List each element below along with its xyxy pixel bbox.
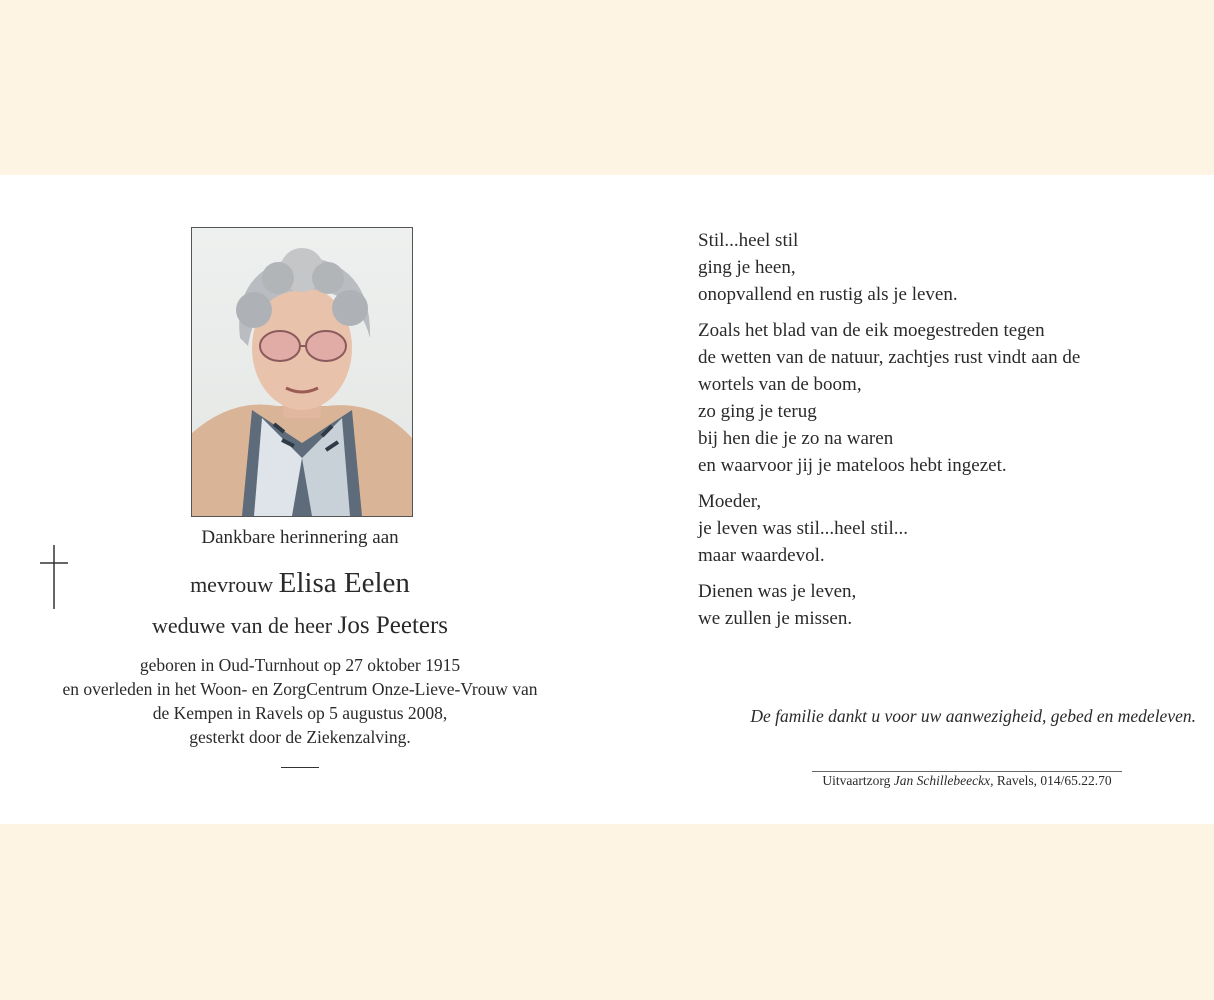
gratitude-heading: Dankbare herinnering aan — [201, 527, 399, 548]
poem-line: Dienen was je leven, — [698, 581, 857, 602]
bio-line: gesterkt door de Ziekenzalving. — [189, 727, 411, 747]
poem-line: Zoals het blad van de eik moegestreden tegen — [698, 320, 1045, 341]
poem-line: zo ging je terug — [698, 401, 817, 422]
poem-line: Stil...heel stil — [698, 230, 799, 251]
family-thanks: De familie dankt u voor uw aanwezigheid, gebed en medeleven. — [750, 706, 1196, 726]
poem-line: wortels van de boom, — [698, 374, 862, 395]
divider — [281, 767, 319, 768]
poem — [698, 227, 1198, 641]
poem-line: we zullen je missen. — [698, 608, 853, 629]
biography — [20, 653, 580, 749]
poem-line: bij hen die je zo na waren — [698, 428, 894, 449]
deceased-name — [20, 567, 580, 600]
poem-stanza — [698, 578, 1198, 632]
undertaker-prefix: Uitvaartzorg — [822, 773, 891, 788]
widow-prefix: weduwe van de heer — [151, 613, 333, 638]
poem-line: onopvallend en rustig als je leven. — [698, 284, 958, 305]
bio-line: geboren in Oud-Turnhout op 27 oktober 1915 — [139, 655, 461, 675]
portrait-photo — [191, 227, 413, 517]
poem-line: je leven was stil...heel stil... — [698, 518, 909, 539]
poem-line: ging je heen, — [698, 257, 796, 278]
undertaker-rule — [812, 771, 1122, 772]
poem-stanza — [698, 317, 1198, 479]
bio-line: de Kempen in Ravels op 5 augustus 2008, — [152, 703, 448, 723]
name-main: Elisa Eelen — [278, 567, 410, 599]
portrait-illustration — [192, 228, 412, 516]
poem-stanza — [698, 227, 1198, 308]
bio-line: en overleden in het Woon- en ZorgCentrum Onze-Lieve-Vrouw van — [62, 679, 538, 699]
poem-line: de wetten van de natuur, zachtjes rust vindt aan de — [698, 347, 1081, 368]
widow-line — [20, 612, 580, 640]
poem-line: Moeder, — [698, 491, 762, 512]
undertaker-info — [812, 773, 1122, 789]
undertaker-contact: Ravels, 014/65.22.70 — [996, 773, 1112, 788]
widow-name: Jos Peeters — [337, 612, 449, 639]
poem-stanza — [698, 488, 1198, 569]
memorial-card — [0, 175, 1214, 824]
undertaker-name: Jan Schillebeeckx, — [893, 773, 994, 788]
poem-line: maar waardevol. — [698, 545, 825, 566]
poem-line: en waarvoor jij je mateloos hebt ingezet. — [698, 455, 1007, 476]
name-prefix: mevrouw — [190, 572, 274, 597]
